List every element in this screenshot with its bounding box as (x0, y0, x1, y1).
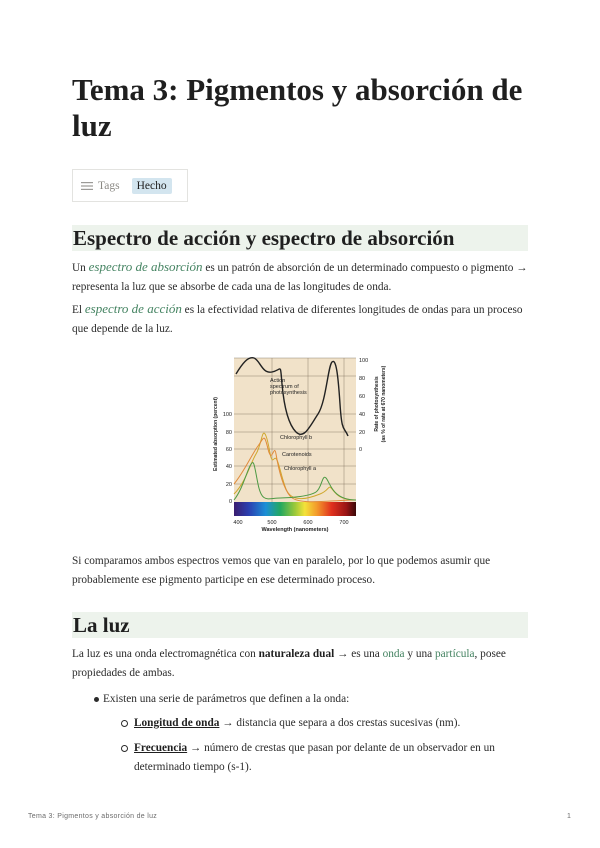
label-chlorophyll-a: Chlorophyll a (284, 466, 317, 472)
label-action: Action (270, 378, 286, 384)
list-item: Existen una serie de parámetros que definen a la onda: (103, 690, 533, 709)
list-item: Longitud de onda → distancia que separa a dos crestas sucesivas (nm). (134, 714, 534, 733)
paragraph-absorcion: Un espectro de absorción es un patrón de absorción de un determinado compuesto o pigmento → representa la luz que se absorbe de cada una de las longitudes de onda. (72, 259, 528, 293)
term-espectro-accion: espectro de acción (84, 301, 182, 316)
properties-box (72, 169, 188, 202)
label-action-2: spectrum of (270, 384, 299, 390)
y-tick: 60 (225, 447, 232, 453)
y-tick: 80 (225, 430, 232, 436)
paragraph-luz: La luz es una onda electromagnética con naturaleza dual → es una onda y una partícula, posee propiedades de ambas. (72, 648, 506, 679)
term-espectro-absorcion: espectro de absorción (88, 259, 203, 274)
x-tick: 500 (267, 520, 277, 526)
right-tick: 80 (359, 376, 366, 382)
x-tick: 700 (339, 520, 349, 526)
y-tick: 100 (222, 412, 232, 418)
right-tick: 20 (359, 430, 366, 436)
y-tick: 40 (225, 464, 232, 470)
y-tick: 0 (228, 499, 232, 505)
footer-page-number: 1 (567, 813, 572, 820)
right-tick: 40 (359, 412, 366, 418)
right-tick: 60 (359, 394, 366, 400)
right-axis-label-2: (as % of rate at 670 nanometers) (381, 365, 387, 443)
section-heading-espectro: Espectro de acción y espectro de absorción (72, 225, 528, 251)
spectrum-figure (210, 354, 390, 534)
y-tick: 20 (225, 482, 232, 488)
right-tick: 0 (359, 447, 363, 453)
x-tick: 400 (233, 520, 243, 526)
x-tick: 600 (303, 520, 313, 526)
label-chlorophyll-b: Chlorophyll b (280, 435, 313, 441)
x-axis-label: Wavelength (nanometers) (261, 527, 329, 533)
left-axis-label: Estimated absorption (percent) (213, 397, 219, 471)
section-heading-luz: La luz (72, 612, 528, 638)
tags-label: Tags (98, 179, 120, 192)
label-carotenoids: Carotenoids (282, 452, 312, 458)
tag-badge[interactable]: Hecho (132, 178, 172, 194)
label-action-3: photosynthesis (270, 390, 307, 396)
right-tick: 100 (359, 358, 369, 364)
paragraph-comparacion: Si comparamos ambos espectros vemos que van en paralelo, por lo que podemos asumir que probablemente ese pigmento participe en ese determinado proceso. (72, 555, 491, 586)
list-icon (81, 181, 93, 191)
page-title: Tema 3: Pigmentos y absorción de luz (72, 72, 523, 143)
paragraph-accion: El espectro de acción es la efectividad relativa de diferentes longitudes de ondas para un proceso que depende de la luz. (72, 301, 523, 335)
list-item: Frecuencia → número de crestas que pasan por delante de un observador en un determinado tiempo (s-1). (134, 739, 534, 777)
footer-title: Tema 3: Pigmentos y absorción de luz (28, 813, 158, 820)
right-axis-label: Rate of photosynthesis (374, 376, 380, 432)
